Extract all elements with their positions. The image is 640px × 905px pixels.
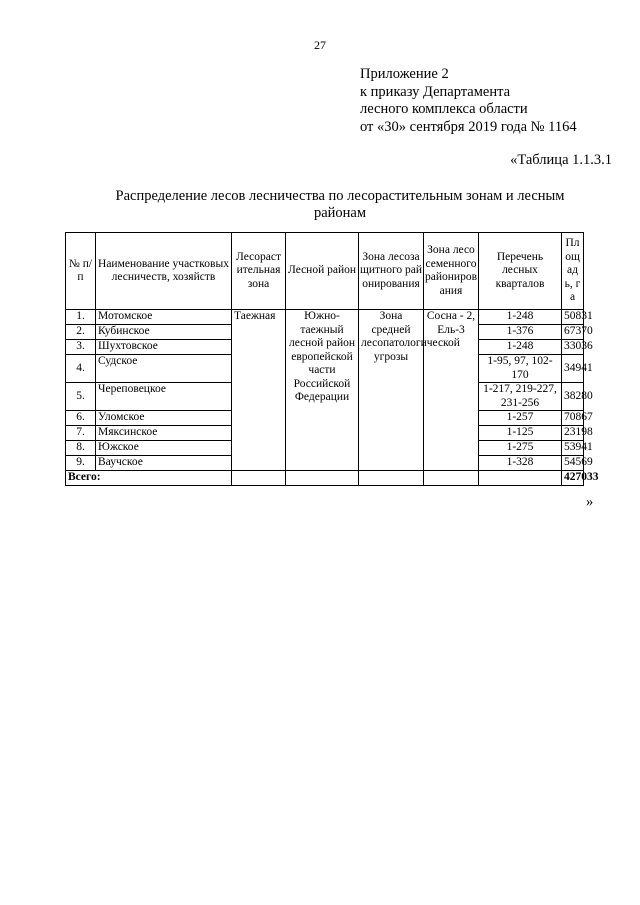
total-area: 427033 — [562, 471, 584, 486]
forest-region-cell: Южно-таежный лесной район европейской части Российской Федерации — [286, 310, 359, 471]
table-label: «Таблица 1.1.3.1 — [510, 152, 612, 168]
row-name: Шухтовское — [96, 340, 232, 355]
row-area: 34941 — [562, 355, 584, 383]
header-name: Наименование участковых лесничеств, хозяйств — [96, 233, 232, 310]
row-quarters: 1-248 — [479, 310, 562, 325]
row-area: 70867 — [562, 411, 584, 426]
total-empty-cell — [424, 471, 479, 486]
header-num: № п/п — [66, 233, 96, 310]
row-quarters: 1-125 — [479, 426, 562, 441]
row-name: Судское — [96, 355, 232, 383]
row-name: Мотомское — [96, 310, 232, 325]
row-name: Ваучское — [96, 456, 232, 471]
row-num: 1. — [66, 310, 96, 325]
header-quarters: Перечень лесных кварталов — [479, 233, 562, 310]
row-name: Мяксинское — [96, 426, 232, 441]
total-empty-cell — [232, 471, 286, 486]
row-area: 53941 — [562, 441, 584, 456]
row-area: 54569 — [562, 456, 584, 471]
total-empty-cell — [479, 471, 562, 486]
header-veg-zone: Лесорастительная зона — [232, 233, 286, 310]
row-name: Череповецкое — [96, 383, 232, 411]
row-name: Южское — [96, 441, 232, 456]
row-quarters: 1-275 — [479, 441, 562, 456]
total-empty-cell — [286, 471, 359, 486]
total-row — [66, 471, 584, 486]
header-seed-zone: Зона лесосеменного районирования — [424, 233, 479, 310]
header-protection-zone: Зона лесозащитного районирования — [359, 233, 424, 310]
protection-zone-cell: Зона средней лесопатологической угрозы — [359, 310, 424, 471]
document-title-line: Распределение лесов лесничества по лесорастительным зонам и лесным — [115, 188, 565, 204]
total-label: Всего: — [66, 471, 232, 486]
table-header-row — [66, 233, 584, 310]
row-area: 33036 — [562, 340, 584, 355]
veg-zone-cell: Таежная — [232, 310, 286, 471]
table-row — [66, 310, 584, 325]
appendix-line: от «30» сентября 2019 года № 1164 — [360, 118, 577, 135]
row-quarters: 1-95, 97, 102-170 — [479, 355, 562, 383]
total-empty-cell — [359, 471, 424, 486]
row-quarters: 1-328 — [479, 456, 562, 471]
row-quarters: 1-217, 219-227, 231-256 — [479, 383, 562, 411]
header-forest-region: Лесной район — [286, 233, 359, 310]
seed-zone-cell: Сосна - 2, Ель-3 — [424, 310, 479, 471]
closing-quote: » — [586, 494, 594, 510]
row-quarters: 1-376 — [479, 325, 562, 340]
row-num: 7. — [66, 426, 96, 441]
document-title-line: районам — [313, 205, 367, 221]
row-area: 67370 — [562, 325, 584, 340]
appendix-line: к приказу Департамента — [360, 83, 511, 100]
row-num: 8. — [66, 441, 96, 456]
row-name: Кубинское — [96, 325, 232, 340]
header-area: Площадь, га — [562, 233, 584, 310]
row-num: 4. — [66, 355, 96, 383]
appendix-line: Приложение 2 — [360, 66, 449, 82]
row-area: 50831 — [562, 310, 584, 325]
appendix-header — [360, 66, 577, 136]
forest-distribution-table — [65, 232, 599, 486]
appendix-line: лесного комплекса области — [360, 101, 528, 117]
row-area: 23198 — [562, 426, 584, 441]
row-num: 2. — [66, 325, 96, 340]
row-name: Уломское — [96, 411, 232, 426]
page-number: 27 — [314, 38, 326, 52]
document-title — [90, 188, 590, 222]
row-num: 3. — [66, 340, 96, 355]
row-quarters: 1-248 — [479, 340, 562, 355]
row-num: 9. — [66, 456, 96, 471]
row-num: 5. — [66, 383, 96, 411]
row-area: 38280 — [562, 383, 584, 411]
row-quarters: 1-257 — [479, 411, 562, 426]
row-num: 6. — [66, 411, 96, 426]
